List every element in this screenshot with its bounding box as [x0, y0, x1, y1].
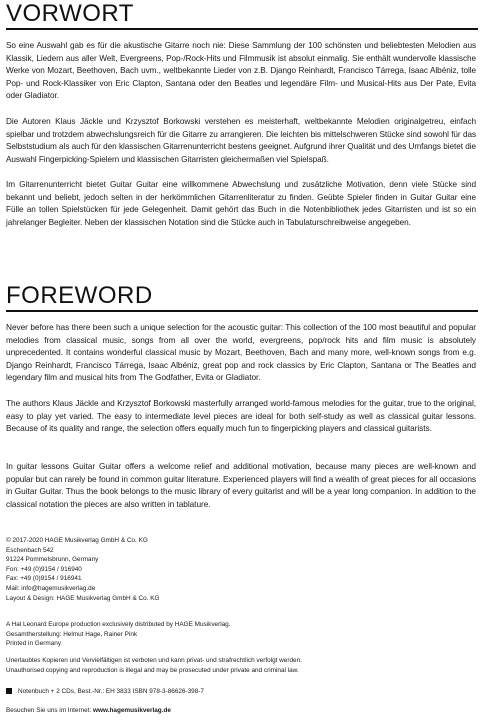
bullet-square-icon: [6, 688, 12, 694]
vorwort-heading: [6, 1, 478, 30]
vorwort-paragraph-1: So eine Auswahl gab es für die akustische Gitarre noch nie: Diese Sammlung der 100 schönsten und beliebtesten Melodien aus Klassik, Liedern aus aller Welt, Evergreens, Pop-/Rock-Hits und Filmmusik ist absolut einmalig. Sie enthält wundervolle klassische Werke von Mozart, Beethoven, Bach uvm., weltbekannte Lieder von z.B. Django Reinhardt, Francisco Tárrega, Isaac Albéniz, tolle Pop- und Rock-Klassiker von Eric Clapton, Santana oder den Beatles und legendäre Film- und Musical-Hits aus Der Pate, Evita oder Gladiator.: [6, 41, 476, 100]
imprint-line: Layout & Design: HAGE Musikverlag GmbH & Co. KG: [6, 594, 160, 602]
edition-line: Notenbuch + 2 CDs, Best.-Nr.: EH 3833 ISBN 978-3-86626-398-7: [18, 688, 204, 695]
imprint-website: [6, 706, 476, 716]
imprint-line: Printed in Germany: [6, 640, 62, 648]
imprint-line: Eschenbach 542: [6, 546, 54, 554]
vorwort-rule: [6, 28, 478, 30]
foreword-title: FOREWORD: [6, 282, 153, 309]
imprint-line: Unerlaubtes Kopieren und Vervielfältigen ist verboten und kann privat- und strafrechtlich verfolgt werden.: [6, 657, 302, 664]
foreword-paragraph-1: Never before has there been such a unique selection for the acoustic guitar: This collection of the 100 most beautiful and popular melodies from classical music, songs from all over the world, evergreens, pop/rock hits and film music is absolutely unprecedented. It contains wonderful classical music by Mozart, Beethoven, Bach and many more, well-known songs from e.g. Django Reinhardt, Francisco Tárrega, Isaac Albéniz, great pop and rock classics by Eric Clapton, Santana or The Beatles and legendary film and musical hits from The Godfather, Evita or Gladiator.: [6, 322, 476, 382]
imprint-line: Mail: info@hagemusikverlag.de: [6, 584, 96, 592]
imprint-line: Fon: +49 (0)9154 / 916940: [6, 565, 82, 573]
imprint-line: 91224 Pommelsbrunn, Germany: [6, 556, 99, 564]
imprint-line: Unauthorised copying and reproduction is illegal and may be prosecuted under private and criminal law.: [6, 666, 299, 674]
imprint-distribution: [6, 620, 476, 649]
foreword-rule: [6, 310, 478, 312]
imprint-line: Gesamtherstellung: Helmut Hage, Rainer Pink: [6, 630, 138, 638]
website-link[interactable]: www.hagemusikverlag.de: [93, 707, 171, 714]
vorwort-title: VORWORT: [6, 0, 134, 27]
foreword-paragraph-3: In guitar lessons Guitar Guitar offers a welcome relief and additional motivation, because many pieces are well-known and popular but can rarely be found in common guitar literature. Experienced players will find a wealth of great pieces for all occasions in Guitar Guitar. Thus the book belongs to the music library of every guitarist and will be a year long companion. In addition to the classical notation the pieces are also written in tablature.: [6, 461, 476, 509]
imprint-edition: [6, 687, 476, 697]
imprint-publisher: [6, 536, 476, 603]
foreword-paragraph-2: The authors Klaus Jäckle and Krzysztof Borkowski masterfully arranged world-famous melodies for the guitar, true to the original, easy to play yet varied. The easy to intermediate level pieces are ideal for both self-study as well as classical guitar lessons. Because of its quality and range, the selection offers equally much fun to fingerpicking players and classical guitarists.: [6, 398, 476, 433]
imprint-line: © 2017-2020 HAGE Musikverlag GmbH & Co. KG: [6, 537, 148, 544]
foreword-heading: [6, 283, 478, 312]
imprint-copyright: [6, 656, 476, 675]
vorwort-paragraph-3: Im Gitarrenunterricht bietet Guitar Guitar eine willkommene Abwechslung und zusätzliche Motivation, denn viele Stücke sind bekannt und beliebt, jedoch selten in der herkömmlichen Gitarrenliteratur zu finden. Geübte Spieler finden in Guitar Guitar eine Fülle an tollen Spielstücken für jede Gelegenheit. Damit gehört das Buch in die Notenbibliothek jedes Gitarristen und ist so ein jahrelanger Begleiter. Neben der klassischen Notation sind die Stücke auch in Tabulaturschreibweise angegeben.: [6, 180, 476, 227]
imprint-line: Fax: +49 (0)9154 / 916941: [6, 575, 82, 583]
website-prefix: Besuchen Sie uns im Internet:: [6, 707, 94, 714]
vorwort-paragraph-2: Die Autoren Klaus Jäckle und Krzysztof Borkowski verstehen es meisterhaft, weltbekannte Melodien originalgetreu, einfach spielbar und trotzdem abwechslungsreich für die Gitarre zu arrangieren. Die leichten bis mittelschweren Stücke sind sowohl für das Selbststudium als auch für den klassischen Gitarrenunterricht bestens geeignet. Aufgrund ihrer Qualität und des Umfangs bietet die Auswahl Fingerpicking-Spielern und klassischen Gitarristen gleichermaßen viel Spielspaß.: [6, 117, 476, 164]
imprint-line: A Hal Leonard Europe production exclusively distributed by HAGE Musikverlag.: [6, 621, 231, 628]
